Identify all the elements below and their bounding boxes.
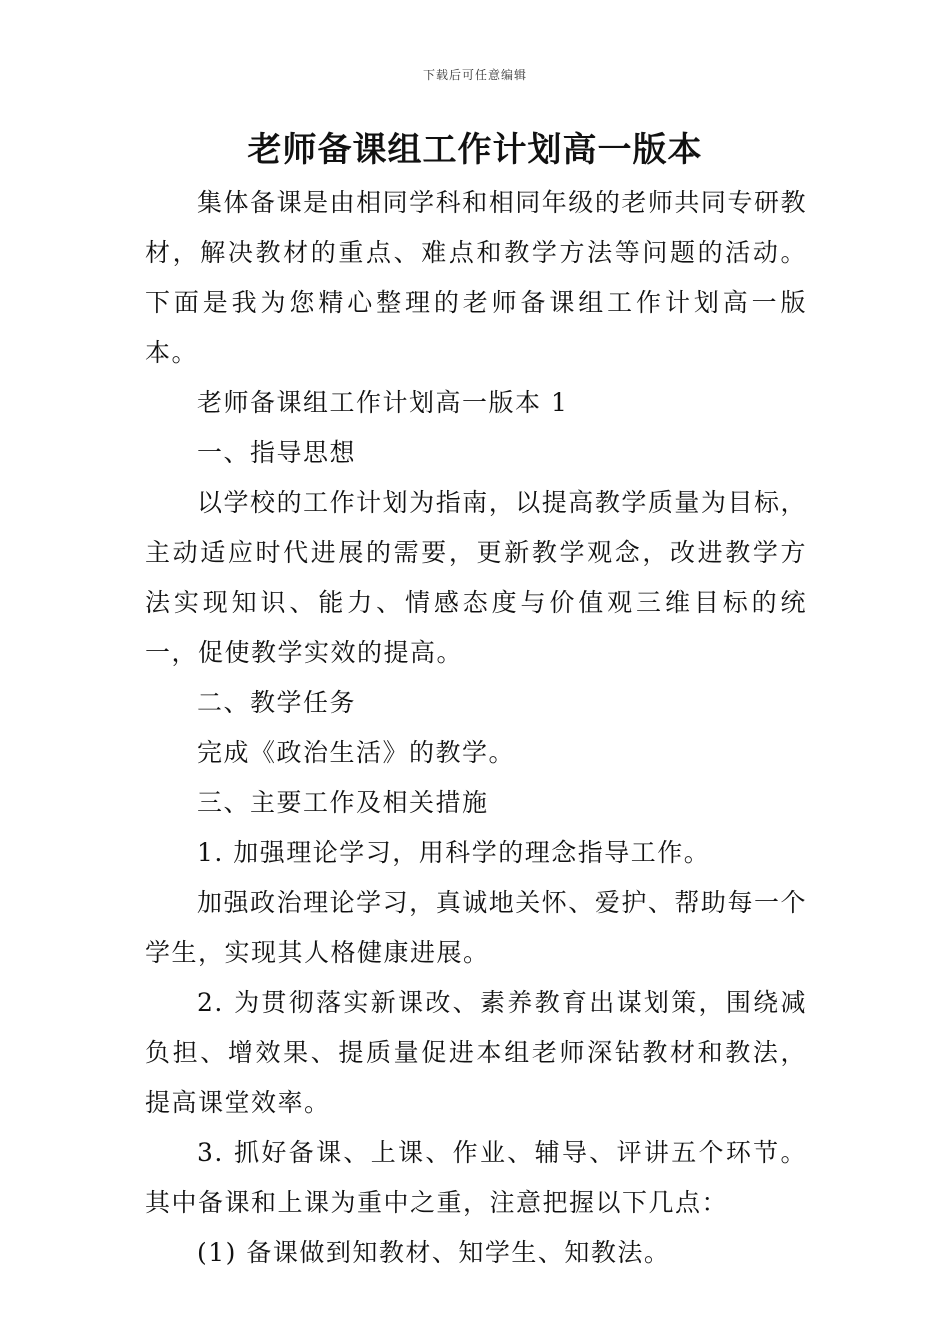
- section-heading-teaching-tasks: 二、教学任务: [197, 688, 357, 717]
- header-note: 下载后可任意编辑: [422, 68, 527, 82]
- sub-item-1: (1) 备课做到知教材、知学生、知教法。: [197, 1238, 671, 1267]
- intro-paragraph: 集体备课是由相同学科和相同年级的老师共同专研教材，解决教材的重点、难点和教学方法等问题的活动。下面是我为您精心整理的老师备课组工作计划高一版本。: [145, 188, 807, 367]
- section-heading-plan-1: 老师备课组工作计划高一版本 1: [197, 388, 569, 417]
- list-item-3: 3. 抓好备课、上课、作业、辅导、评讲五个环节。其中备课和上课为重中之重，注意把握以下几点：: [145, 1138, 807, 1217]
- list-item-1: 1. 加强理论学习，用科学的理念指导工作。: [197, 838, 711, 867]
- document-title: 老师备课组工作计划高一版本: [247, 130, 703, 170]
- list-item-2: 2. 为贯彻落实新课改、素养教育出谋划策，围绕减负担、增效果、提质量促进本组老师深钻教材和教法，提高课堂效率。: [145, 988, 807, 1117]
- document-body: [145, 178, 807, 1278]
- paragraph-guiding-ideology: 以学校的工作计划为指南，以提高教学质量为目标，主动适应时代进展的需要，更新教学观念，改进教学方法实现知识、能力、情感态度与价值观三维目标的统一，促使教学实效的提高。: [145, 488, 807, 667]
- paragraph-teaching-tasks: 完成《政治生活》的教学。: [197, 738, 516, 767]
- section-heading-main-work: 三、主要工作及相关措施: [197, 788, 489, 817]
- paragraph-theory-study: 加强政治理论学习，真诚地关怀、爱护、帮助每一个学生，实现其人格健康进展。: [145, 888, 807, 967]
- section-heading-guiding-ideology: 一、指导思想: [197, 438, 357, 467]
